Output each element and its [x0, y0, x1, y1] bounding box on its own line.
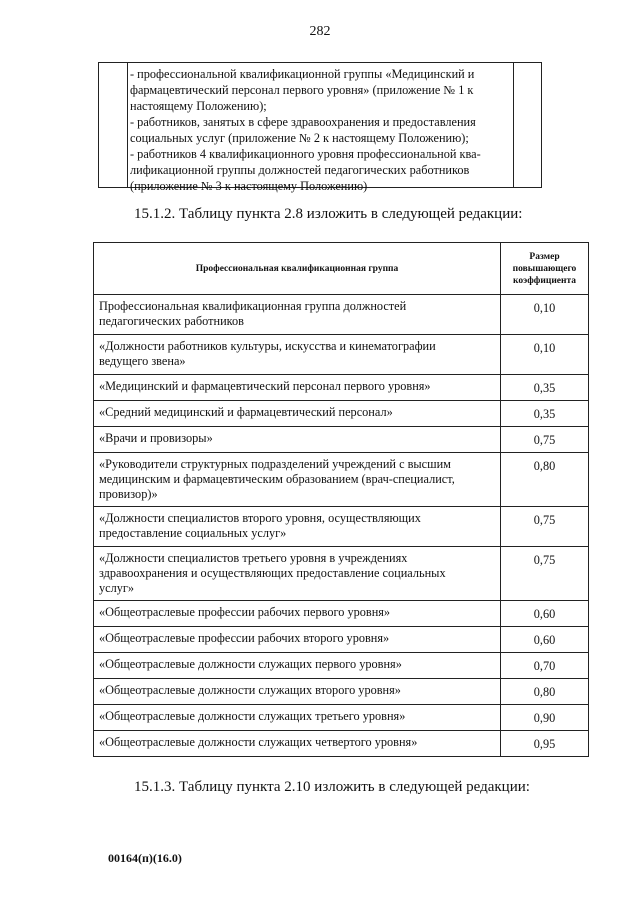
group-name-line: «Общеотраслевые должности служащих третьего уровня» — [99, 709, 406, 723]
coefficient-value-cell: 0,75 — [501, 507, 589, 547]
group-name-cell — [94, 547, 501, 601]
text-line: - работников, занятых в сфере здравоохранения и предоставления — [130, 115, 476, 129]
coefficient-value-cell: 0,70 — [501, 653, 589, 679]
continuation-table-last-column — [513, 63, 541, 187]
group-name-line: «Общеотраслевые профессии рабочих второго уровня» — [99, 631, 390, 645]
group-name-cell — [94, 601, 501, 627]
group-name-cell — [94, 705, 501, 731]
column-header-group: Профессиональная квалификационная группа — [94, 243, 501, 295]
group-name-cell — [94, 335, 501, 375]
table-row — [94, 547, 589, 601]
table-row — [94, 507, 589, 547]
table-row — [94, 401, 589, 427]
text-line: - работников 4 квалификационного уровня профессиональной ква- — [130, 147, 481, 161]
coefficient-value-cell: 0,35 — [501, 401, 589, 427]
group-name-cell — [94, 375, 501, 401]
group-name-line: «Должности работников культуры, искусства и кинематографии — [99, 339, 436, 353]
table-row — [94, 705, 589, 731]
text-line: - профессиональной квалификационной группы «Медицинский и — [130, 67, 475, 81]
group-name-cell — [94, 731, 501, 757]
group-name-line: «Общеотраслевые должности служащих четвертого уровня» — [99, 735, 418, 749]
text-line: лификационной группы должностей педагогических работников — [130, 163, 470, 177]
section-heading-2-8: 15.1.2. Таблицу пункта 2.8 изложить в следующей редакции: — [134, 206, 523, 222]
table-row — [94, 731, 589, 757]
table-row — [94, 679, 589, 705]
document-code: 00164(п)(16.0) — [108, 851, 182, 865]
group-name-cell — [94, 653, 501, 679]
group-name-cell — [94, 507, 501, 547]
group-name-line: «Должности специалистов третьего уровня в учреждениях — [99, 551, 408, 565]
group-name-line: «Врачи и провизоры» — [99, 431, 213, 445]
group-name-cell — [94, 453, 501, 507]
coefficient-table — [93, 242, 589, 757]
group-name-line: ведущего звена» — [99, 354, 186, 368]
table-row — [94, 427, 589, 453]
group-name-line: «Общеотраслевые должности служащих второго уровня» — [99, 683, 401, 697]
page-number: 282 — [309, 24, 331, 39]
table-row — [94, 601, 589, 627]
table-row — [94, 375, 589, 401]
group-name-cell — [94, 679, 501, 705]
group-name-line: «Средний медицинский и фармацевтический персонал» — [99, 405, 393, 419]
table-row — [94, 653, 589, 679]
coefficient-value-cell: 0,60 — [501, 601, 589, 627]
group-name-line: Профессиональная квалификационная группа должностей — [99, 299, 407, 313]
continuation-table-first-column — [99, 63, 128, 187]
group-name-line: медицинским и фармацевтическим образованием (врач-специалист, — [99, 472, 455, 486]
section-heading-2-10: 15.1.3. Таблицу пункта 2.10 изложить в следующей редакции: — [134, 779, 530, 795]
group-name-line: провизор)» — [99, 487, 158, 501]
group-name-cell — [94, 427, 501, 453]
coefficient-value-cell: 0,35 — [501, 375, 589, 401]
group-name-cell — [94, 401, 501, 427]
group-name-line: «Должности специалистов второго уровня, осуществляющих — [99, 511, 421, 525]
table-row — [94, 453, 589, 507]
text-line: настоящему Положению); — [130, 99, 267, 113]
group-name-line: «Общеотраслевые должности служащих первого уровня» — [99, 657, 402, 671]
continuation-table — [98, 62, 542, 193]
text-line: фармацевтический персонал первого уровня» (приложение № 1 к — [130, 83, 474, 97]
coefficient-value-cell: 0,75 — [501, 427, 589, 453]
group-name-line: педагогических работников — [99, 314, 244, 328]
table-row — [94, 335, 589, 375]
text-line: социальных услуг (приложение № 2 к настоящему Положению); — [130, 131, 469, 145]
group-name-line: «Руководители структурных подразделений учреждений с высшим — [99, 457, 451, 471]
coefficient-value-cell: 0,80 — [501, 453, 589, 507]
coefficient-value-cell: 0,10 — [501, 295, 589, 335]
coefficient-value-cell: 0,95 — [501, 731, 589, 757]
group-name-line: «Медицинский и фармацевтический персонал первого уровня» — [99, 379, 431, 393]
continuation-table-text — [130, 66, 512, 194]
group-name-line: «Общеотраслевые профессии рабочих первого уровня» — [99, 605, 391, 619]
group-name-line: предоставление социальных услуг» — [99, 526, 287, 540]
group-name-line: здравоохранения и осуществляющих предоставление социальных — [99, 566, 446, 580]
column-header-coefficient: Размер повышающего коэффициента — [501, 243, 589, 295]
coefficient-value-cell: 0,80 — [501, 679, 589, 705]
coefficient-value-cell: 0,10 — [501, 335, 589, 375]
table-row — [94, 627, 589, 653]
coefficient-value-cell: 0,90 — [501, 705, 589, 731]
table-row — [94, 295, 589, 335]
group-name-cell — [94, 627, 501, 653]
group-name-line: услуг» — [99, 581, 135, 595]
coefficient-value-cell: 0,60 — [501, 627, 589, 653]
table-header-row — [94, 243, 589, 295]
text-line: (приложение № 3 к настоящему Положению) — [130, 179, 368, 193]
coefficient-value-cell: 0,75 — [501, 547, 589, 601]
group-name-cell — [94, 295, 501, 335]
